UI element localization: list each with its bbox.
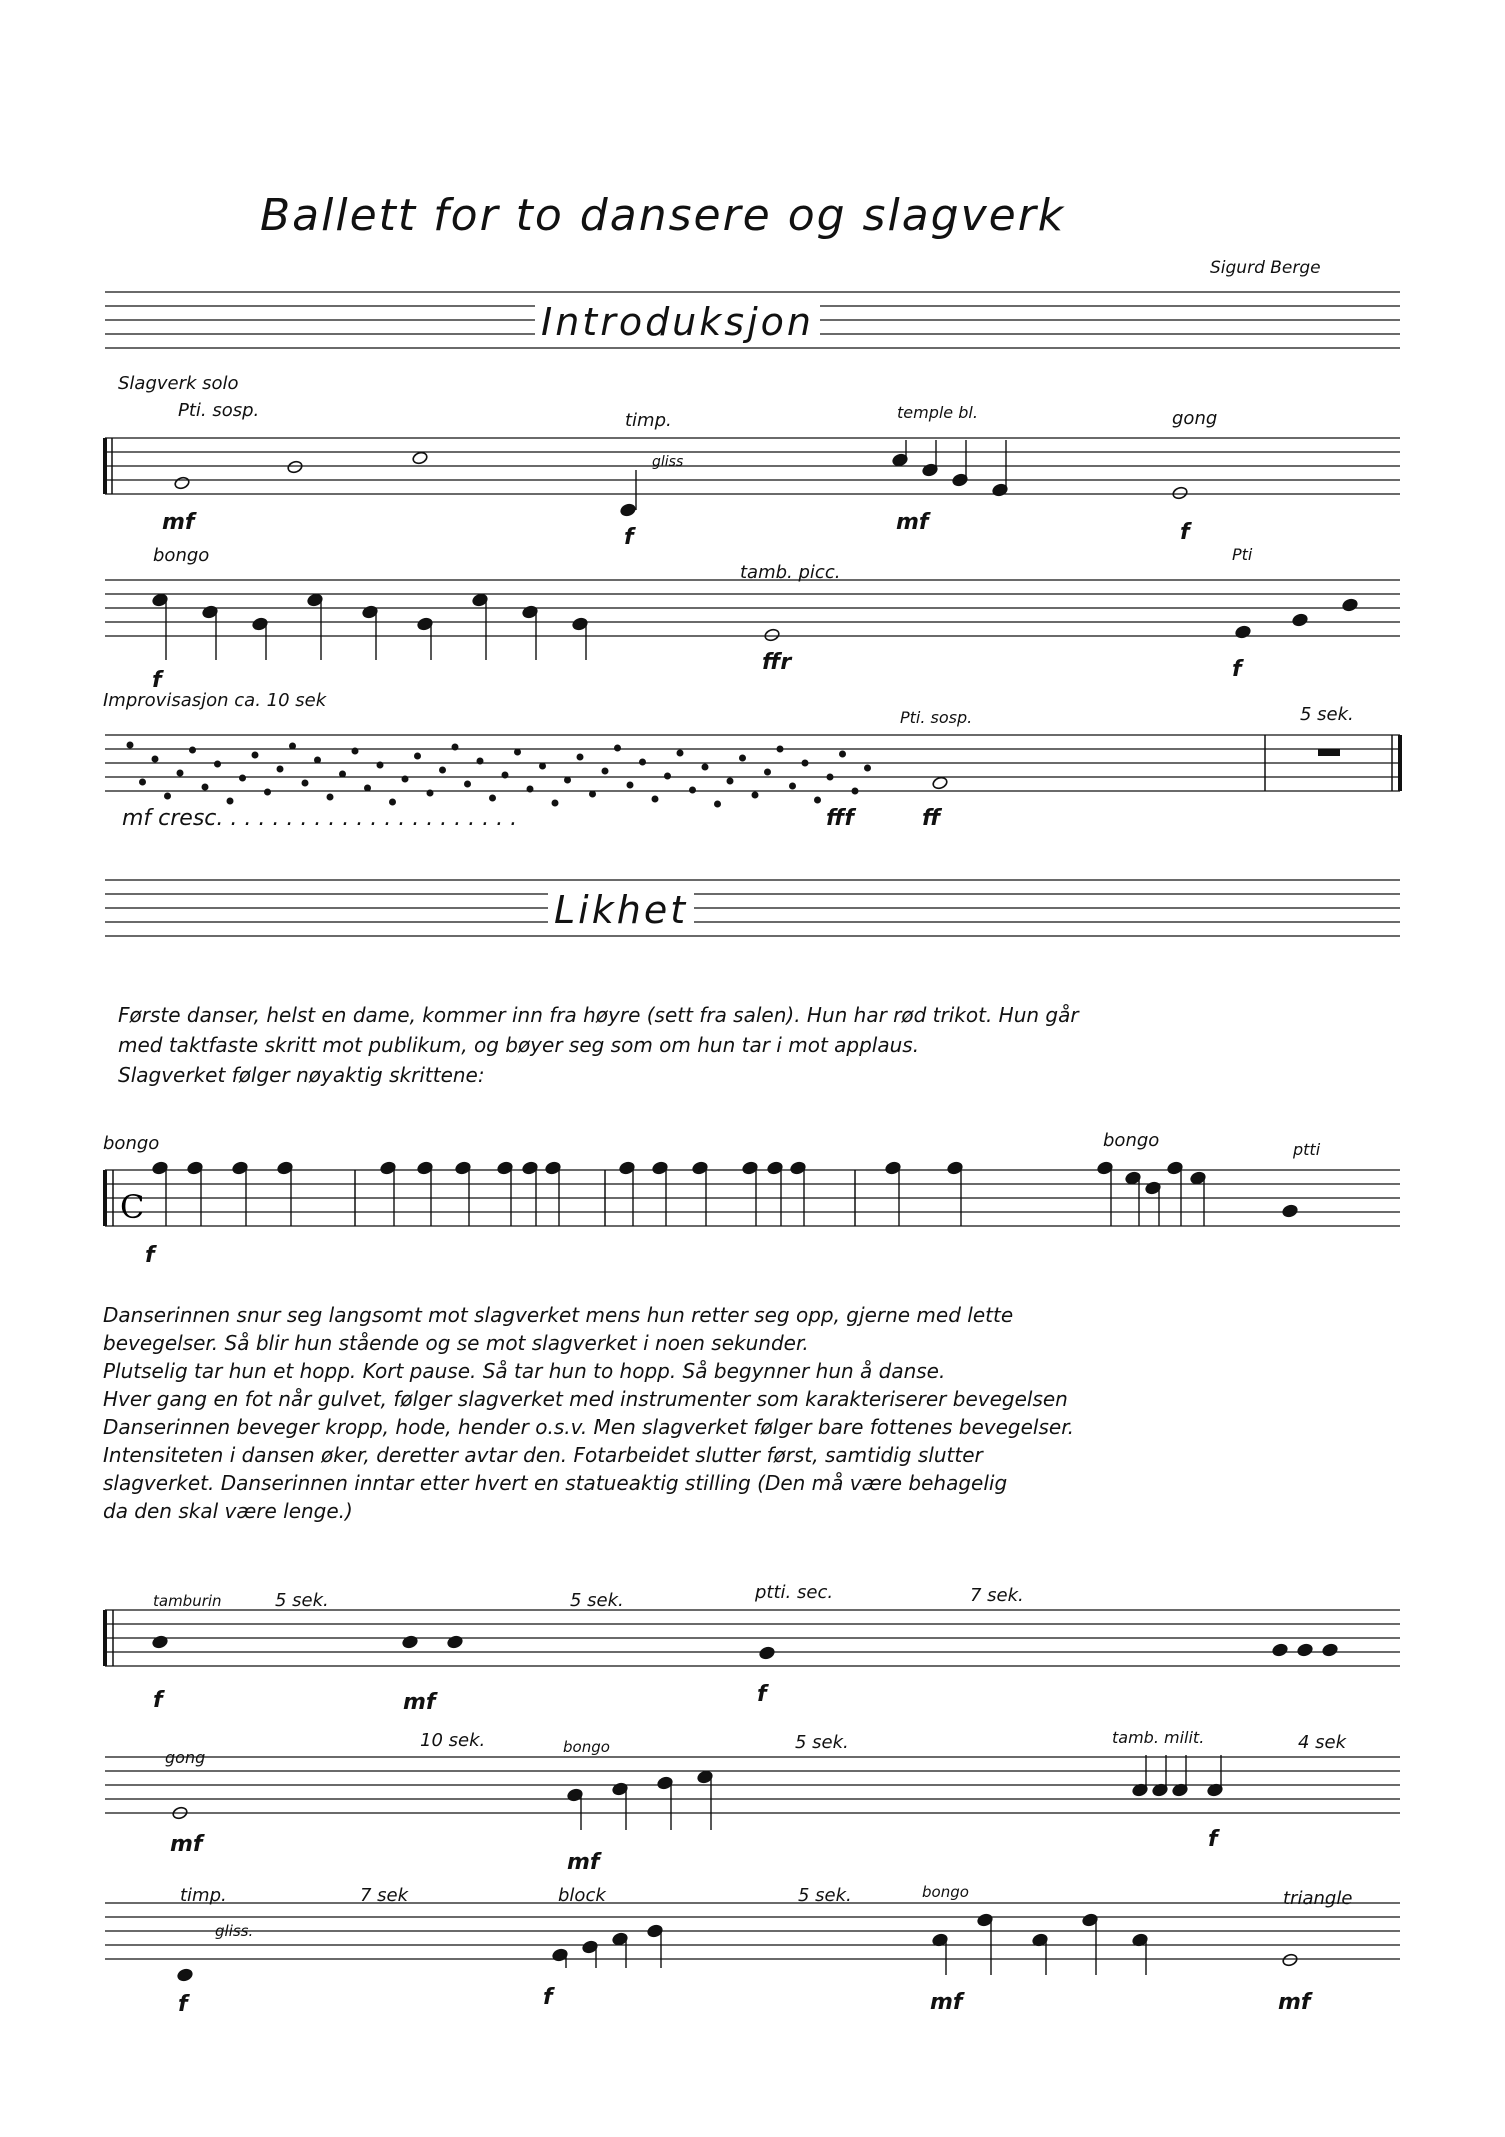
sys3-improv-dot [577, 754, 584, 761]
staff1-label-bongo-2: bongo [1103, 1130, 1160, 1151]
sys1-label-gliss: gliss [652, 454, 684, 470]
sys2-dyn-f: f [152, 668, 162, 693]
sys3-improv-dot [202, 784, 209, 791]
sys1-note [620, 503, 637, 517]
likhet-para2-line8: da den skal være lenge.) [103, 1499, 353, 1523]
sys1-note [174, 476, 191, 490]
sys3-improv-dot [864, 765, 871, 772]
sys3-improv-dot [164, 793, 171, 800]
likhet-para2-line7: slagverket. Danserinnen inntar etter hvert en statueaktig stilling (Den må være behagelig [103, 1471, 1008, 1495]
staff3-label-tamb-milit: tamb. milit. [1112, 1728, 1205, 1747]
sys3-improv-dot [414, 753, 421, 760]
staff4-label-block: block [558, 1885, 606, 1906]
likhet-para2-line6: Intensiteten i dansen øker, deretter avtar den. Fotarbeidet slutter først, samtidig slutter [103, 1443, 983, 1467]
sys3-improv-dot [252, 752, 259, 759]
sys3-improv-dot [827, 774, 834, 781]
sys3-dyn-ff: ff [922, 806, 941, 831]
sys1-dyn-f-2: f [1180, 520, 1190, 545]
sys2-note [1342, 598, 1359, 612]
l2-note [402, 1635, 419, 1649]
sys3-improv-dot [314, 757, 321, 764]
sys3-improv-dot [127, 742, 134, 749]
l2-note [152, 1635, 169, 1649]
l1-note [1282, 1204, 1299, 1218]
staff4-label-5sek: 5 sek. [798, 1885, 852, 1906]
sys1-dyn-mf: mf [162, 510, 195, 535]
sys3-improv-dot [189, 747, 196, 754]
l2-note [1297, 1643, 1314, 1657]
sys3-improv-dot [239, 775, 246, 782]
likhet-para1-line3: Slagverket følger nøyaktig skrittene: [118, 1063, 485, 1087]
sys3-improv-dot [689, 787, 696, 794]
sys2-label-bongo: bongo [153, 545, 210, 566]
sys3-improv-dot [739, 755, 746, 762]
intro-label: Slagverk solo [118, 373, 239, 394]
likhet-para2-line3: Plutselig tar hun et hopp. Kort pause. Så tar hun to hopp. Så begynner hun å danse. [103, 1359, 946, 1383]
sys3-improv-dot [802, 760, 809, 767]
l2-note [759, 1646, 776, 1660]
staff3-label-5sek: 5 sek. [795, 1732, 849, 1753]
sys2-note [1292, 613, 1309, 627]
sys3-whole-rest [1318, 749, 1340, 756]
sys1-dyn-f: f [624, 525, 634, 550]
sys3-improv-dot [327, 794, 334, 801]
staff4-dyn-mf-2: mf [1278, 1990, 1311, 2015]
sys3-improv-dot [777, 746, 784, 753]
section-heading-likhet: Likhet [548, 888, 694, 932]
sys3-improv-dot [502, 772, 509, 779]
sys3-improv-dot [152, 756, 159, 763]
staff2-label-tamburin: tamburin [153, 1592, 222, 1610]
staff4-label-triangle: triangle [1283, 1888, 1353, 1909]
l4-note [177, 1968, 194, 1982]
staff3-label-10sek: 10 sek. [420, 1730, 486, 1751]
staff1-dyn-f: f [145, 1243, 155, 1268]
sys3-improv-dot [602, 768, 609, 775]
likhet-para2-line4: Hver gang en fot når gulvet, følger slagverket med instrumenter som karakteriserer bevegelsen [103, 1387, 1068, 1411]
staff3-label-bongo: bongo [563, 1738, 610, 1756]
staff3-label-gong: gong [165, 1748, 206, 1767]
sys3-improv-dot [564, 777, 571, 784]
time-signature-common: C [120, 1188, 145, 1226]
sys3-note [932, 776, 949, 790]
sys3-improv-dot [714, 801, 721, 808]
sys1-label-gong: gong [1172, 408, 1218, 429]
sys1-label-temple: temple bl. [897, 403, 978, 422]
sys3-improv-dot [677, 750, 684, 757]
sys3-dyn-fff: fff [826, 806, 854, 831]
staff2-dyn-f-2: f [757, 1682, 767, 1707]
sys3-improv-dot [402, 776, 409, 783]
l2-note [1272, 1643, 1289, 1657]
sys3-improv-dot [289, 743, 296, 750]
sys3-dyn-cresc: mf cresc. . . . . . . . . . . . . . . . . . . . . . [122, 806, 518, 831]
staff2-label-5sek-2: 5 sek. [570, 1590, 624, 1611]
sys3-improv-dot [664, 773, 671, 780]
sys3-improv-dot [814, 797, 821, 804]
staff1-label-bongo: bongo [103, 1133, 160, 1154]
sys2-dyn-f-2: f [1232, 657, 1242, 682]
staff4-label-7sek: 7 sek [360, 1885, 409, 1906]
likhet-para2-line1: Danserinnen snur seg langsomt mot slagverket mens hun retter seg opp, gjerne med lette [103, 1303, 1014, 1327]
staff2-label-7sek: 7 sek. [970, 1585, 1024, 1606]
staff2-label-ptti: ptti. sec. [755, 1582, 834, 1603]
sys3-improv-dot [377, 762, 384, 769]
sys1-label-timp: timp. [625, 410, 672, 431]
sys3-improv-dot [752, 792, 759, 799]
sys1-note [412, 451, 429, 465]
staff3-dyn-mf-2: mf [567, 1850, 600, 1875]
staff4-dyn-f: f [178, 1992, 188, 2017]
sys3-improv-dot [589, 791, 596, 798]
likhet-para2-line5: Danserinnen beveger kropp, hode, hender o.s.v. Men slagverket følger bare fottenes bevegelser. [103, 1415, 1074, 1439]
sys3-improv-dot [839, 751, 846, 758]
sys3-improv-dot [227, 798, 234, 805]
sys3-improv-dot [764, 769, 771, 776]
staff2-dyn-mf: mf [403, 1690, 436, 1715]
sys3-label-improvisasjon: Improvisasjon ca. 10 sek [103, 690, 327, 711]
sys3-improv-dot [339, 771, 346, 778]
sys3-improv-dot [627, 782, 634, 789]
sys3-improv-dot [702, 764, 709, 771]
sys2-dyn-ffr: ffr [762, 650, 792, 675]
sys1-label-pti: Pti. sosp. [178, 400, 260, 421]
staff4-label-bongo: bongo [922, 1883, 969, 1901]
section-heading-introduksjon: Introduksjon [535, 300, 820, 344]
sys3-improv-dot [514, 749, 521, 756]
sys3-improv-dot [652, 796, 659, 803]
sys3-label-pti: Pti. sosp. [900, 708, 973, 727]
staff3-dyn-f: f [1208, 1827, 1218, 1852]
page-title: Ballett for to dansere og slagverk [260, 190, 1066, 241]
sys3-improv-dot [439, 767, 446, 774]
sys3-improv-dot [302, 780, 309, 787]
sys3-improv-dot [427, 790, 434, 797]
sys3-improv-dot [789, 783, 796, 790]
sys1-dyn-mf-2: mf [896, 510, 929, 535]
staff4-label-timp: timp. [180, 1885, 227, 1906]
likhet-para1-line2: med taktfaste skritt mot publikum, og bøyer seg som om hun tar i mot applaus. [118, 1033, 920, 1057]
l2-note [1322, 1643, 1339, 1657]
staff2-label-5sek: 5 sek. [275, 1590, 329, 1611]
sys3-improv-dot [389, 799, 396, 806]
sys3-improv-dot [277, 766, 284, 773]
likhet-para2-line2: bevegelser. Så blir hun stående og se mot slagverket i noen sekunder. [103, 1331, 809, 1355]
sys2-note [764, 628, 781, 642]
sys3-improv-dot [539, 763, 546, 770]
sys3-improv-dot [352, 748, 359, 755]
staff1-label-ptti: ptti [1293, 1140, 1321, 1159]
sys3-improv-dot [527, 786, 534, 793]
sys3-improv-dot [464, 781, 471, 788]
staff4-dyn-f-2: f [543, 1985, 553, 2010]
sys3-improv-dot [177, 770, 184, 777]
staff3-dyn-mf: mf [170, 1832, 203, 1857]
sys3-improv-dot [264, 789, 271, 796]
staff2-dyn-f: f [153, 1688, 163, 1713]
l4-note [1282, 1953, 1299, 1967]
sys3-improv-dot [489, 795, 496, 802]
sys3-improv-dot [727, 778, 734, 785]
staff3-label-4sek: 4 sek [1298, 1732, 1347, 1753]
sys3-improv-dot [477, 758, 484, 765]
staff4-dyn-mf: mf [930, 1990, 963, 2015]
sys3-improv-dot [552, 800, 559, 807]
composer-name: Sigurd Berge [1210, 258, 1321, 278]
staff4-label-gliss: gliss. [215, 1922, 254, 1940]
sys3-improv-dot [214, 761, 221, 768]
sys3-label-5sek: 5 sek. [1300, 704, 1354, 725]
likhet-para1-line1: Første danser, helst en dame, kommer inn fra høyre (sett fra salen). Hun har rød trikot. Hun går [118, 1003, 1079, 1027]
sys3-improv-dot [614, 745, 621, 752]
sys3-improv-dot [452, 744, 459, 751]
sys3-improv-dot [639, 759, 646, 766]
sys3-improv-dot [139, 779, 146, 786]
sys3-improv-dot [852, 788, 859, 795]
sys1-note [287, 460, 304, 474]
l2-note [447, 1635, 464, 1649]
sys2-label-tamb: tamb. picc. [740, 562, 841, 583]
sys3-improv-dot [364, 785, 371, 792]
sys2-note [1235, 625, 1252, 639]
sys1-note [1172, 486, 1189, 500]
sys2-label-pti: Pti [1232, 545, 1253, 564]
